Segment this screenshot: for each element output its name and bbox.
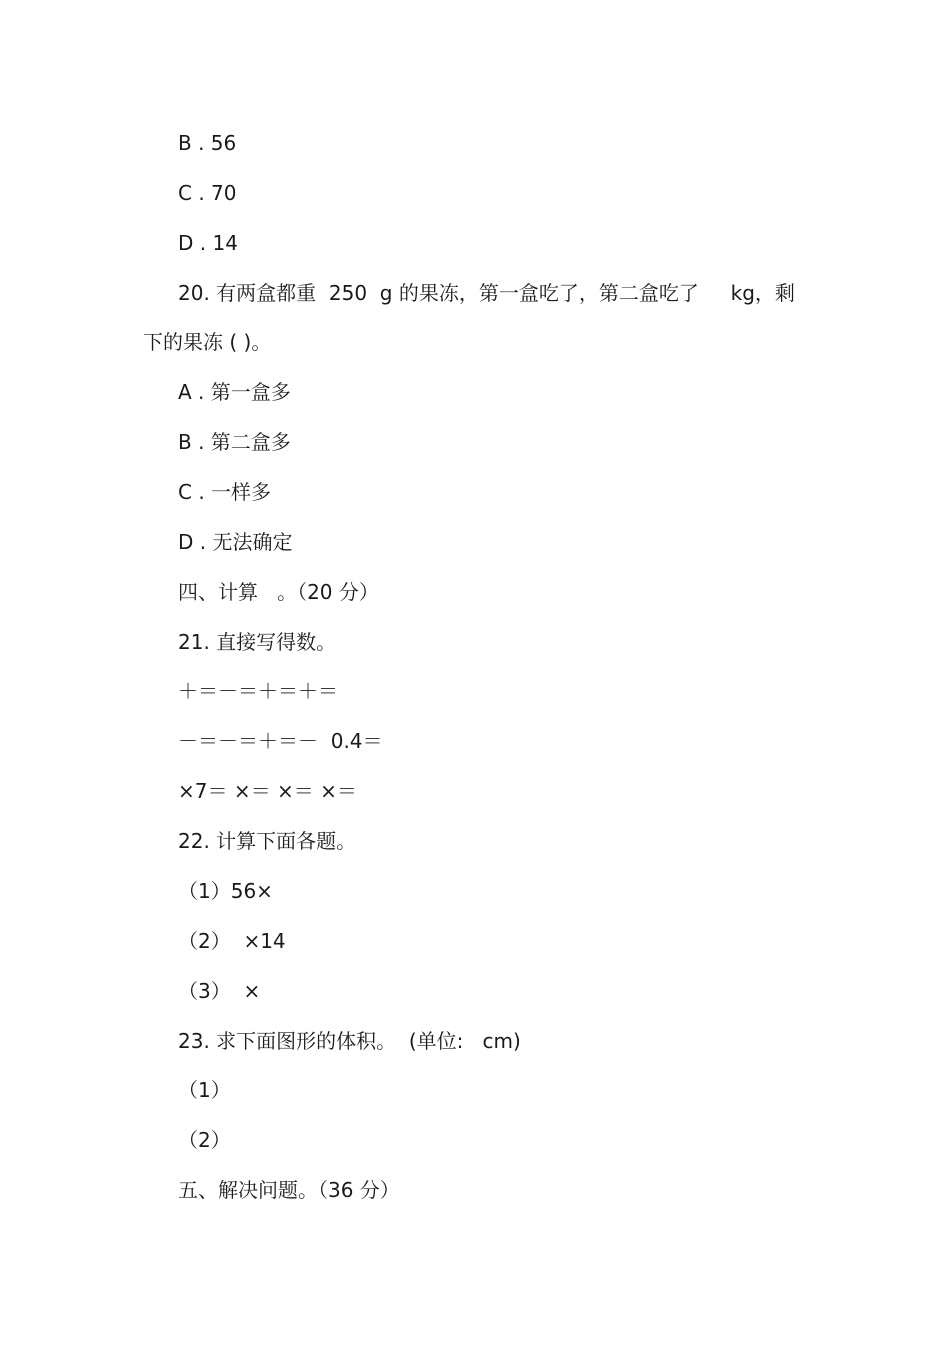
section-5-heading: 五、解决问题。（36 分） (178, 1178, 400, 1202)
q23-item-1: （1） (178, 1078, 231, 1102)
q22-item-1: （1）56× (178, 879, 273, 903)
q20-stem-continuation: 下的果冻 ( )。 (143, 330, 272, 354)
q22-item-2: （2） ×14 (178, 929, 286, 953)
q21-row-2: －＝－＝＋＝－ 0.4＝ (178, 729, 383, 753)
q23-item-2: （2） (178, 1128, 231, 1152)
q20-option-b: B . 第二盒多 (178, 430, 291, 454)
q20-option-d: D . 无法确定 (178, 530, 293, 554)
q21-stem: 21. 直接写得数。 (178, 630, 337, 654)
section-4-heading: 四、计算 。（20 分） (178, 580, 379, 604)
q20-stem: 20. 有两盒都重 250 g 的果冻，第一盒吃了，第二盒吃了 kg，剩 (178, 281, 795, 305)
q21-row-1: ＋＝－＝＋＝＋＝ (178, 679, 338, 703)
q23-stem: 23. 求下面图形的体积。 (单位: cm) (178, 1029, 521, 1053)
q22-item-3: （3） × (178, 979, 261, 1003)
q20-option-a: A . 第一盒多 (178, 380, 291, 404)
q19-option-c: C . 70 (178, 181, 237, 205)
q19-option-d: D . 14 (178, 231, 238, 255)
q21-row-3: ×7＝ ×＝ ×＝ ×＝ (178, 779, 357, 803)
q19-option-b: B . 56 (178, 131, 237, 155)
q22-stem: 22. 计算下面各题。 (178, 829, 357, 853)
q20-option-c: C . 一样多 (178, 480, 272, 504)
